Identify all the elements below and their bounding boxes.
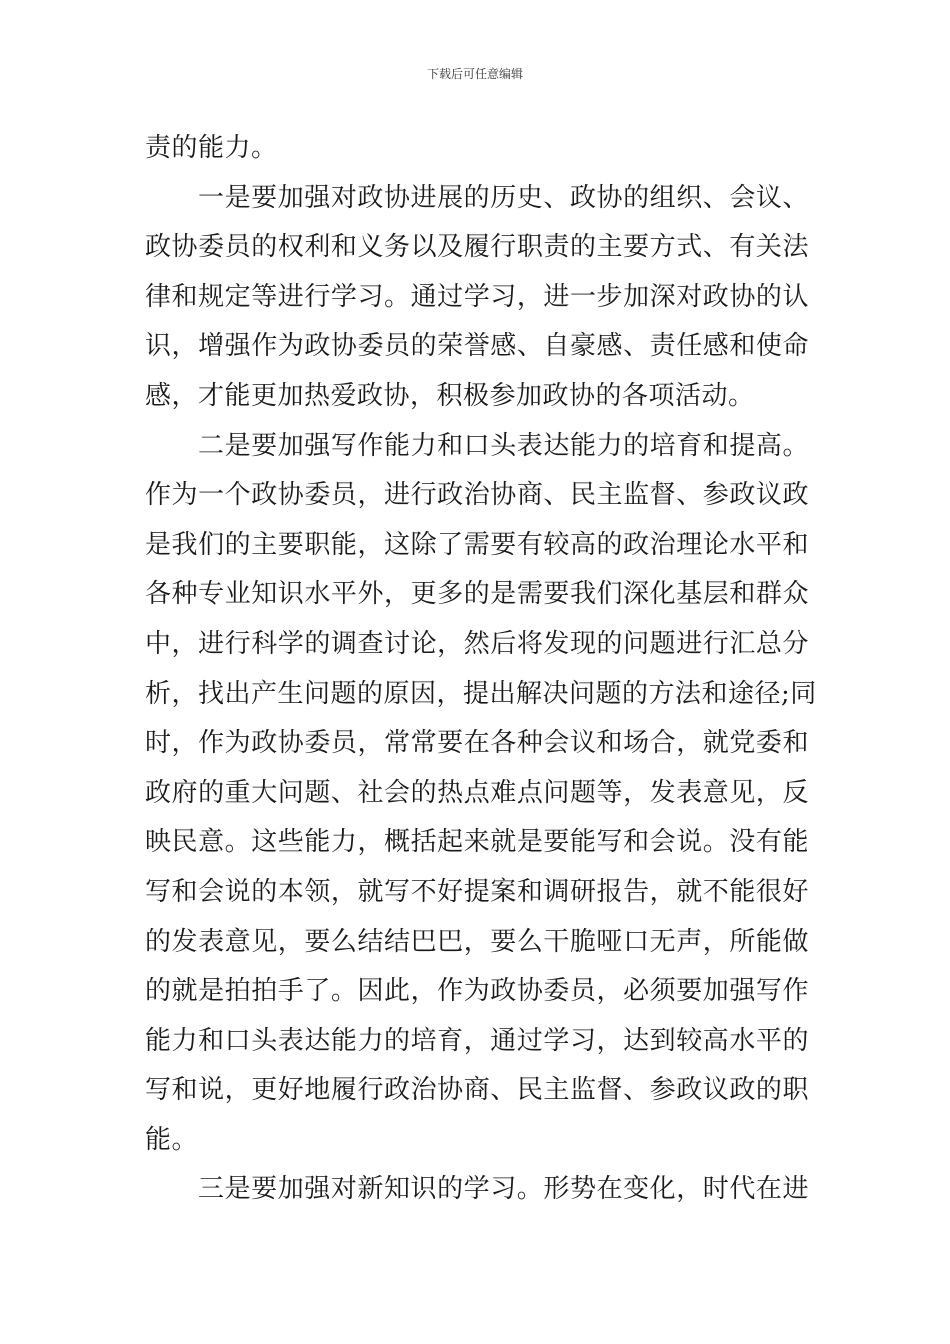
- text-line: 一是要加强对政协进展的历史、政协的组织、会议、: [198, 182, 809, 213]
- paragraph-1: [145, 124, 809, 174]
- text-line: 写和会说的本领，就写不好提案和调研报告，就不能很好: [145, 876, 809, 907]
- text-line: 律和规定等进行学习。通过学习，进一步加深对政协的认: [145, 281, 809, 312]
- text-line: 识，增强作为政协委员的荣誉感、自豪感、责任感和使命: [145, 331, 809, 362]
- text-line: 二是要加强写作能力和口头表达能力的培育和提高。: [198, 430, 809, 461]
- paragraph-4: [145, 1165, 809, 1215]
- text-line: 中，进行科学的调查讨论，然后将发现的问题进行汇总分: [145, 628, 809, 659]
- document-body: [145, 124, 817, 1215]
- text-line: 责的能力。: [145, 133, 278, 163]
- text-line: 能。: [145, 1124, 199, 1155]
- text-line: 是我们的主要职能，这除了需要有较高的政治理论水平和: [145, 529, 809, 560]
- text-line: 各种专业知识水平外，更多的是需要我们深化基层和群众: [145, 579, 809, 610]
- text-line: 政协委员的权利和义务以及履行职责的主要方式、有关法: [145, 232, 809, 263]
- text-line: 作为一个政协委员，进行政治协商、民主监督、参政议政: [145, 480, 809, 511]
- paragraph-2: [145, 174, 809, 422]
- paragraph-3: [145, 422, 817, 1166]
- text-line: 时，作为政协委员，常常要在各种会议和场合，就党委和: [145, 728, 809, 759]
- text-line: 能力和口头表达能力的培育，通过学习，达到较高水平的: [145, 1025, 809, 1056]
- text-line: 政府的重大问题、社会的热点难点问题等，发表意见，反: [145, 777, 809, 808]
- text-line: 的就是拍拍手了。因此，作为政协委员，必须要加强写作: [145, 976, 809, 1007]
- text-line: 写和说，更好地履行政治协商、民主监督、参政议政的职: [145, 1075, 809, 1106]
- text-line: 三是要加强对新知识的学习。形势在变化，时代在进: [198, 1174, 809, 1205]
- page-header: 下载后可任意编辑: [426, 67, 523, 81]
- text-line: 析，找出产生问题的原因，提出解决问题的方法和途径;同: [145, 678, 817, 709]
- text-line: 的发表意见，要么结结巴巴，要么干脆哑口无声，所能做: [145, 926, 809, 957]
- text-line: 感，才能更加热爱政协，积极参加政协的各项活动。: [145, 380, 755, 411]
- text-line: 映民意。这些能力，概括起来就是要能写和会说。没有能: [145, 827, 809, 858]
